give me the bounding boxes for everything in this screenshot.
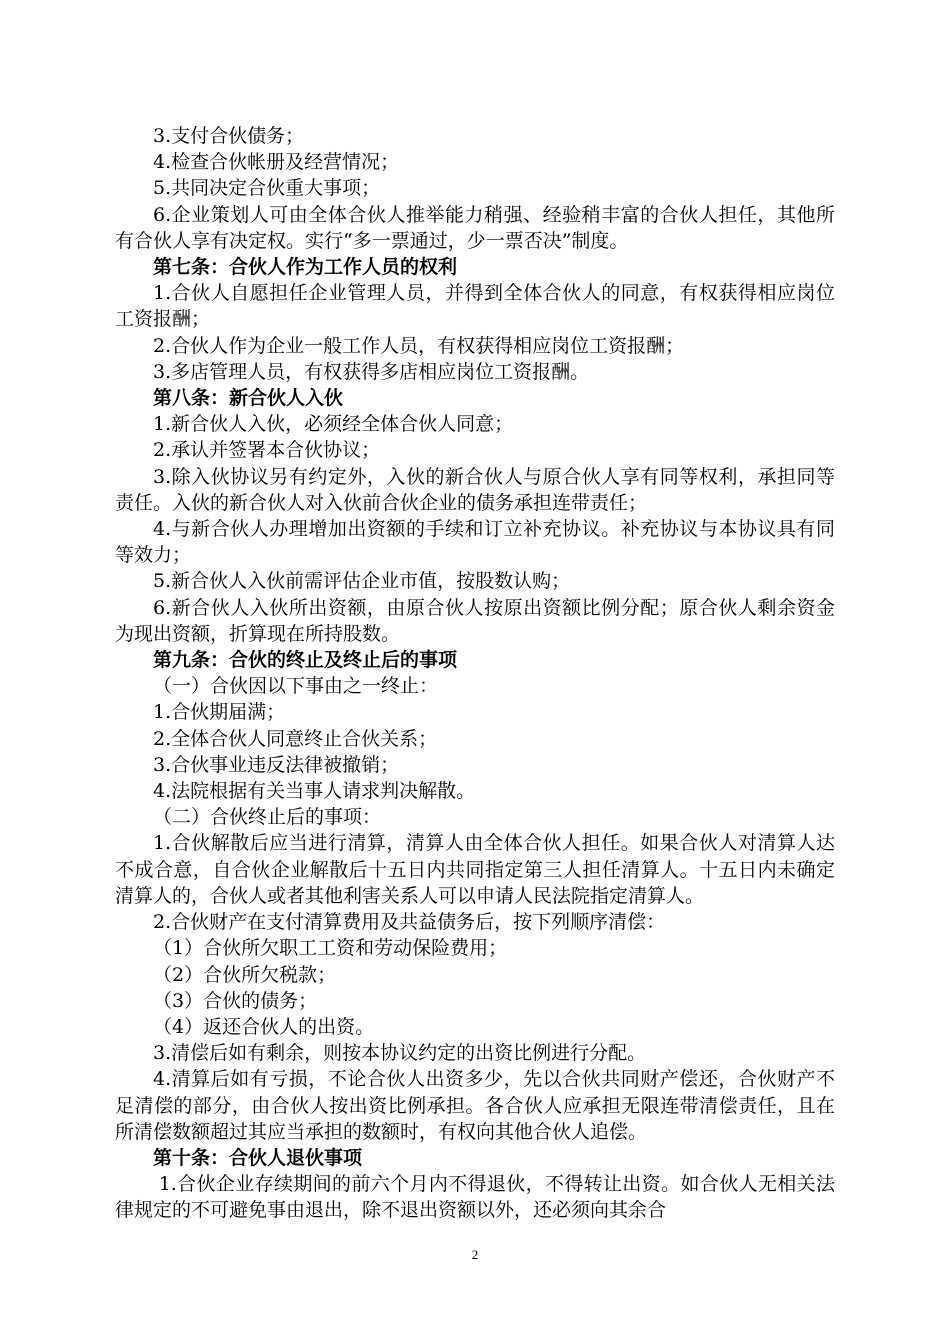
paragraph: 4.检查合伙帐册及经营情况； (153, 151, 400, 174)
paragraph: 4.清算后如有亏损，不论合伙人出资多少，先以合伙共同财产偿还，合伙财产不足清偿的部分，由合伙人按出资比例承担。各合伙人应承担无限连带清偿责任，且在所清偿数额超过其应当承担的数额时，有权向其他合伙人追偿。 (115, 1068, 835, 1143)
paragraph: （3）合伙的债务； (153, 989, 318, 1012)
paragraph: （一）合伙因以下事由之一终止： (153, 675, 439, 698)
section-heading: 第十条：合伙人退伙事项 (153, 1146, 363, 1169)
paragraph: 2.全体合伙人同意终止合伙关系； (153, 727, 438, 750)
paragraph: 3.合伙事业违反法律被撤销； (153, 753, 400, 776)
paragraph: 1.合伙人自愿担任企业管理人员，并得到全体合伙人的同意，有权获得相应岗位工资报酬； (115, 282, 835, 331)
paragraph: 3.支付合伙债务； (153, 125, 305, 147)
section-heading: 第九条：合伙的终止及终止后的事项 (153, 649, 458, 672)
paragraph: 5.共同决定合伙重大事项； (153, 177, 381, 200)
paragraph: 1.合伙期届满； (153, 701, 286, 724)
paragraph: 5.新合伙人入伙前需评估企业市值，按股数认购； (153, 570, 571, 593)
section-heading: 第七条：合伙人作为工作人员的权利 (153, 256, 458, 279)
paragraph: 3.清偿后如有剩余，则按本协议约定的出资比例进行分配。 (153, 1042, 647, 1065)
paragraph: （二）合伙终止后的事项： (153, 806, 382, 829)
paragraph: 1.新合伙人入伙，必须经全体合伙人同意； (153, 413, 514, 436)
paragraph: （4）返还合伙人的出资。 (153, 1015, 375, 1038)
paragraph: （1）合伙所欠职工工资和劳动保险费用； (153, 937, 508, 960)
paragraph: 4.与新合伙人办理增加出资额的手续和订立补充协议。补充协议与本协议具有同等效力； (115, 518, 835, 567)
paragraph: 2.合伙财产在支付清算费用及共益债务后，按下列顺序清偿： (153, 911, 666, 934)
paragraph: 6.新合伙人入伙所出资额，由原合伙人按原出资额比例分配；原合伙人剩余资金为现出资额，折算现在所持股数。 (115, 596, 835, 645)
paragraph: 2.合伙人作为企业一般工作人员，有权获得相应岗位工资报酬； (153, 334, 685, 357)
paragraph: 3.多店管理人员，有权获得多店相应岗位工资报酬。 (153, 360, 590, 383)
paragraph: 1.合伙企业存续期间的前六个月内不得退伙，不得转让出资。如合伙人无相关法律规定的不可避免事由退出，除不退出资额以外，还必须向其余合 (115, 1173, 835, 1222)
paragraph: 1.合伙解散后应当进行清算，清算人由全体合伙人担任。如果合伙人对清算人达不成合意，自合伙企业解散后十五日内共同指定第三人担任清算人。十五日内未确定清算人的，合伙人或者其他利害关系人可以申请人民法院指定清算人。 (115, 832, 835, 907)
document-body (115, 123, 835, 1224)
paragraph: （2）合伙所欠税款； (153, 963, 337, 986)
paragraph: 4.法院根据有关当事人请求判决解散。 (153, 780, 476, 803)
paragraph: 6.企业策划人可由全体合伙人推举能力稍强、经验稍丰富的合伙人担任，其他所有合伙人享有决定权。实行“多一票通过，少一票否决”制度。 (115, 203, 835, 252)
page-number: 2 (471, 1247, 479, 1262)
paragraph: 3.除入伙协议另有约定外，入伙的新合伙人与原合伙人享有同等权利，承担同等责任。入伙的新合伙人对入伙前合伙企业的债务承担连带责任； (115, 465, 835, 514)
paragraph: 2.承认并签署本合伙协议； (153, 439, 381, 462)
section-heading: 第八条：新合伙人入伙 (153, 387, 344, 410)
